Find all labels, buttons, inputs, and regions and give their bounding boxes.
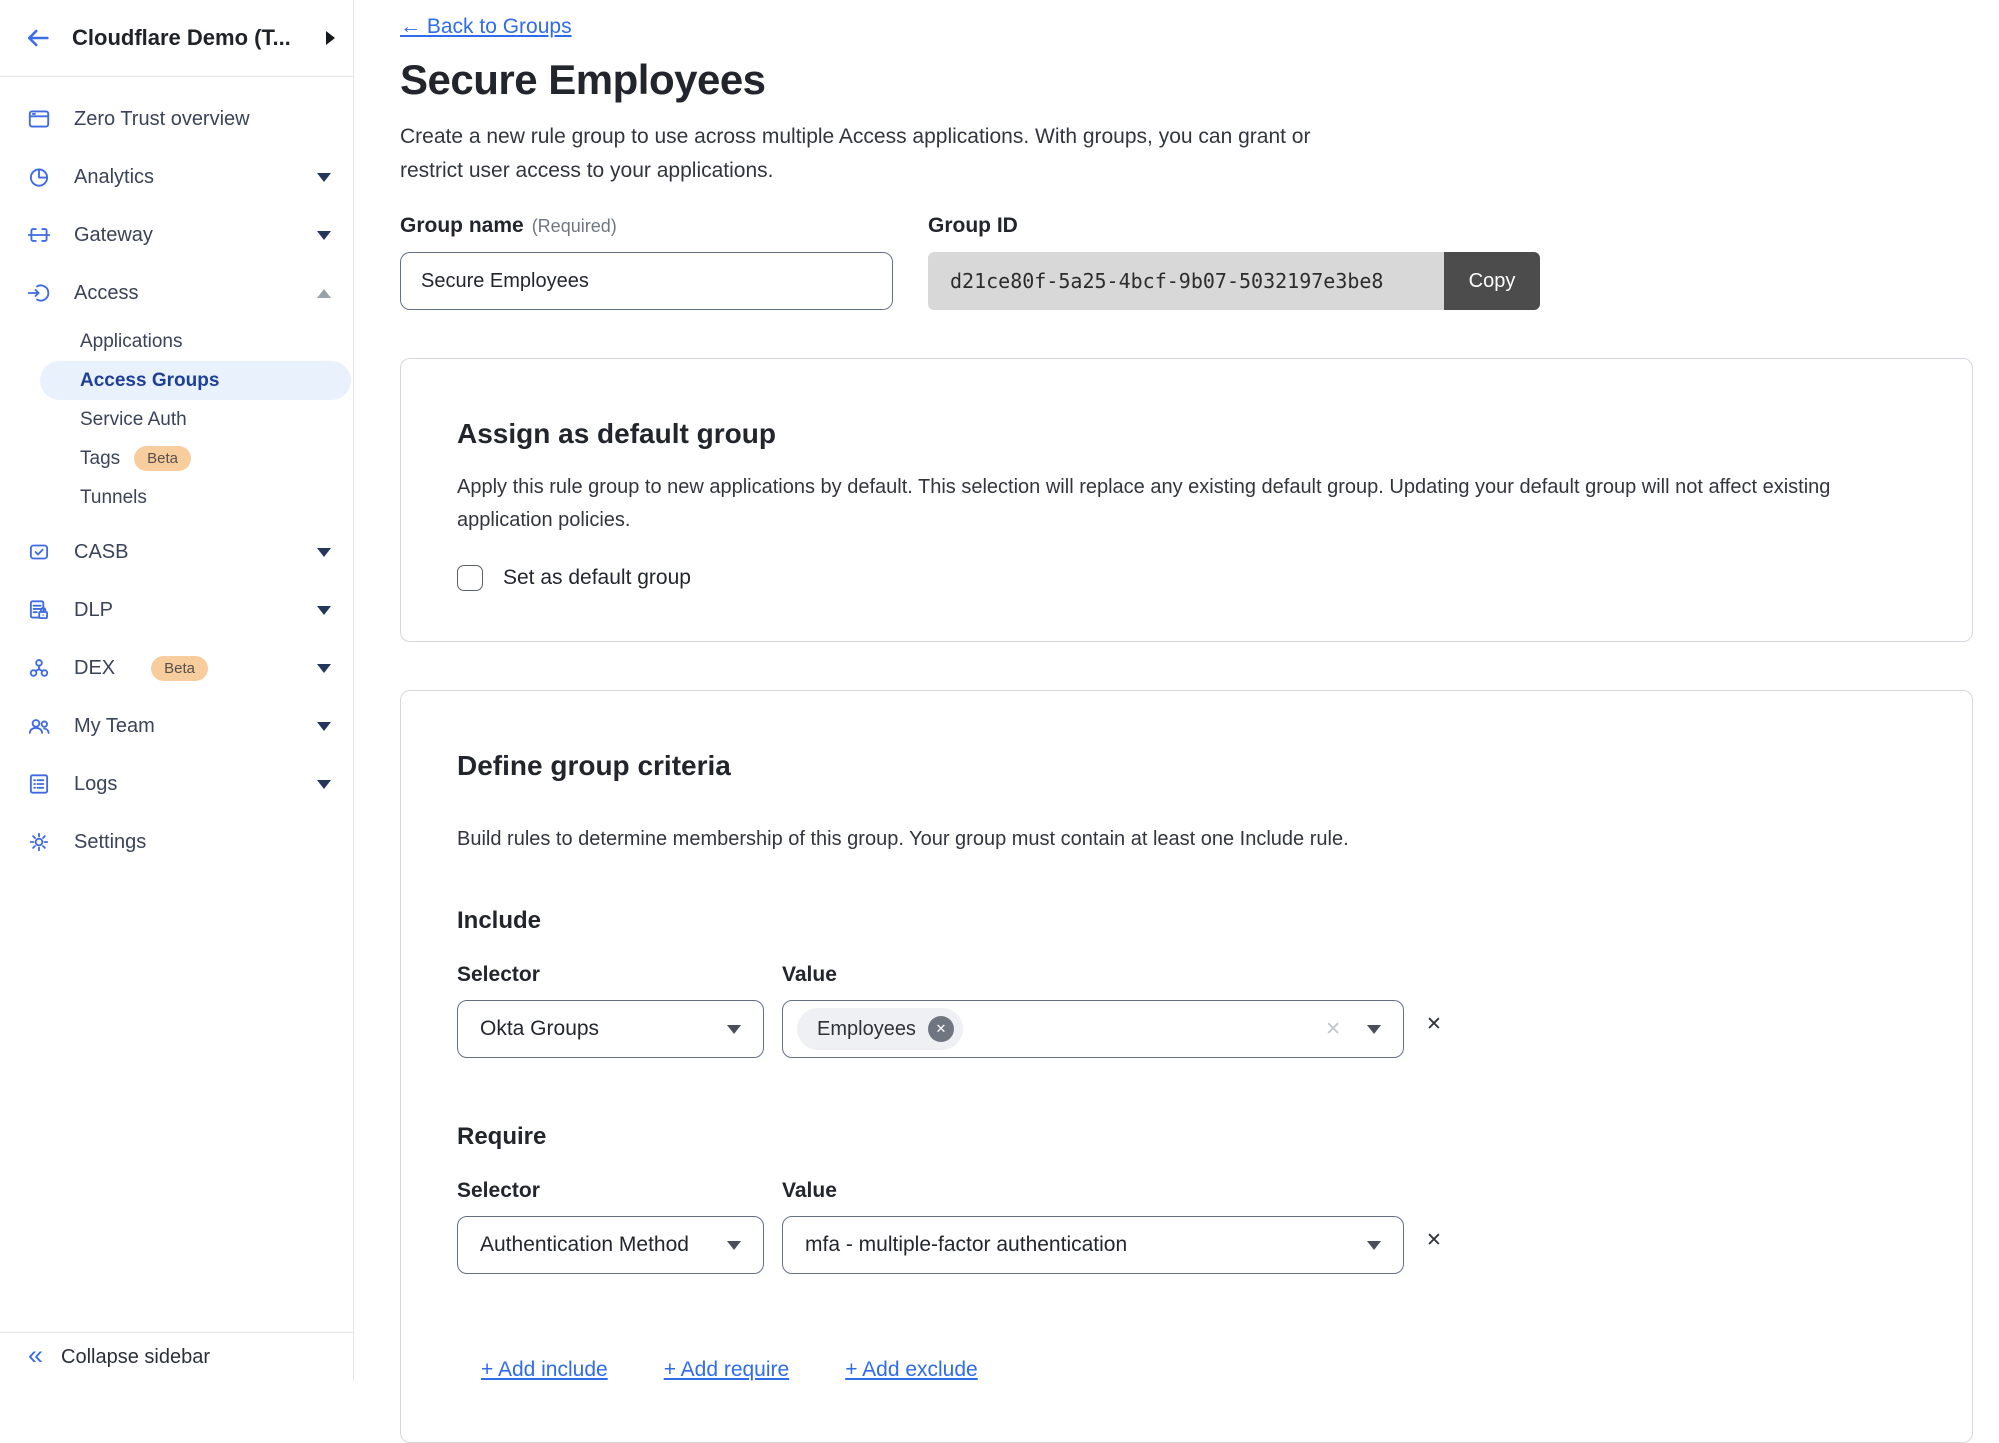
default-group-card [400,358,1973,642]
group-name-input[interactable] [400,252,893,310]
back-arrow-icon[interactable] [24,24,52,52]
add-exclude-link[interactable]: + Add exclude [845,1358,978,1381]
include-rule-row [457,936,1916,1058]
criteria-card-title: Define group criteria [457,750,731,781]
sidebar-item-applications[interactable] [0,322,353,361]
people-icon [26,713,52,739]
page-description: Create a new rule group to use across multiple Access applications. With groups, you can grant or restrict user access to your applications. [400,125,1311,182]
require-value-dropdown[interactable] [782,1216,1404,1274]
beta-badge: Beta [151,656,208,681]
value-chip-label: Employees [817,1017,916,1040]
caret-down-icon [1367,1025,1381,1034]
sidebar-item-access-groups[interactable] [40,361,351,400]
require-selector-column [457,1152,764,1274]
main-content [354,0,1999,1381]
caret-down-icon [317,664,331,673]
sidebar-item-label: My Team [74,714,155,737]
sidebar-item-label: CASB [74,540,129,563]
account-expand-icon[interactable] [326,31,335,45]
sidebar-item-label: Logs [74,772,118,795]
sidebar-item-label: Gateway [74,223,153,246]
criteria-card-description: Build rules to determine membership of this group. Your group must contain at least one Include rule. [457,828,1349,850]
sidebar-item-label: DEX [74,656,116,679]
default-group-card-title: Assign as default group [457,418,776,449]
copy-button[interactable]: Copy [1444,252,1540,310]
sidebar-item-analytics[interactable] [0,148,353,206]
default-group-card-description: Apply this rule group to new applications by default. This selection will replace any existing default group. Updating your default group will not affect existing application policies. [457,476,1831,531]
value-chip [797,1008,963,1050]
group-fields-row [400,214,1973,310]
sidebar-item-casb[interactable] [0,523,353,581]
caret-down-icon [727,1025,741,1034]
sidebar-item-label: Zero Trust overview [74,107,250,130]
sidebar-item-dex[interactable] [0,639,353,697]
sidebar-item-label: Access [74,281,139,304]
browser-window-icon [26,106,52,132]
include-selector-value: Okta Groups [480,1017,600,1040]
caret-down-icon [1367,1241,1381,1250]
sidebar-item-label: Service Auth [80,408,187,430]
caret-down-icon [317,606,331,615]
collapse-sidebar-label: Collapse sidebar [61,1345,211,1368]
sidebar-item-gateway[interactable] [0,206,353,264]
dlp-document-lock-icon [26,597,52,623]
caret-down-icon [317,548,331,557]
sidebar-item-access[interactable] [0,264,353,322]
caret-down-icon [317,780,331,789]
gear-icon [26,829,52,855]
value-label: Value [782,1179,837,1202]
sidebar-item-label: DLP [74,598,113,621]
chip-remove-icon[interactable]: ✕ [928,1016,954,1042]
caret-down-icon [727,1241,741,1250]
sidebar-item-label: Analytics [74,165,155,188]
sidebar-item-settings[interactable] [0,813,353,871]
require-selector-value: Authentication Method [480,1233,689,1256]
caret-down-icon [317,231,331,240]
caret-up-icon [317,289,331,298]
include-value-column [782,936,1404,1058]
sidebar-item-label: Tunnels [80,486,147,508]
page-title: Secure Employees [400,56,766,103]
set-default-checkbox[interactable] [457,565,483,591]
criteria-card [400,690,1973,1443]
group-id-field [928,214,1540,310]
sidebar-item-tunnels[interactable] [0,478,353,517]
set-default-group-row [457,565,1916,591]
group-id-value: d21ce80f-5a25-4bcf-9b07-5032197e3be8 [928,252,1444,310]
set-default-checkbox-label: Set as default group [503,566,691,589]
require-heading: Require [457,1123,547,1150]
remove-require-rule-icon[interactable]: ✕ [1426,1230,1442,1251]
group-id-label: Group ID [928,214,1018,237]
group-name-label: Group name (Required) [400,214,617,237]
sidebar-item-label: Tags [80,447,121,469]
include-selector-dropdown[interactable] [457,1000,764,1058]
require-value-column [782,1152,1404,1274]
caret-down-icon [317,173,331,182]
access-icon [26,280,52,306]
required-hint: (Required) [531,216,617,236]
require-value-text: mfa - multiple-factor authentication [805,1233,1128,1256]
logs-list-icon [26,771,52,797]
sidebar-header [0,0,353,77]
group-id-box [928,252,1540,310]
include-heading: Include [457,907,542,934]
sidebar-item-zero-trust-overview[interactable] [0,90,353,148]
add-include-link[interactable]: + Add include [481,1358,608,1381]
value-field-controls [1325,1018,1381,1041]
back-to-groups-link[interactable]: ← Back to Groups [400,15,572,38]
account-name[interactable]: Cloudflare Demo (T... [72,25,291,50]
sidebar-item-my-team[interactable] [0,697,353,755]
require-rule-row [457,1152,1916,1274]
clear-values-icon[interactable]: ✕ [1325,1018,1341,1040]
selector-label: Selector [457,1179,540,1202]
require-selector-dropdown[interactable] [457,1216,764,1274]
sidebar-item-tags[interactable] [0,439,353,478]
sidebar-item-logs[interactable] [0,755,353,813]
caret-down-icon [317,722,331,731]
group-name-field [400,214,928,310]
sidebar-item-service-auth[interactable] [0,400,353,439]
remove-include-rule-icon[interactable]: ✕ [1426,1014,1442,1035]
include-selector-column [457,936,764,1058]
dex-cluster-icon [26,655,52,681]
sidebar-item-dlp[interactable] [0,581,353,639]
sidebar-nav [0,77,353,871]
selector-label: Selector [457,963,540,986]
collapse-sidebar-button[interactable] [0,1332,353,1381]
casb-icon [26,539,52,565]
value-label: Value [782,963,837,986]
gateway-icon [26,222,52,248]
beta-badge: Beta [134,446,191,471]
sidebar-item-label: Settings [74,830,147,853]
sidebar-item-label: Applications [80,330,183,352]
pie-chart-icon [26,164,52,190]
sidebar [0,0,354,1381]
rule-actions-row [457,1358,1916,1382]
sidebar-item-label: Access Groups [80,369,220,391]
include-value-multiselect[interactable] [782,1000,1404,1058]
add-require-link[interactable]: + Add require [663,1358,790,1381]
access-sub-menu [0,322,353,517]
double-chevron-left-icon: « [28,1340,44,1370]
